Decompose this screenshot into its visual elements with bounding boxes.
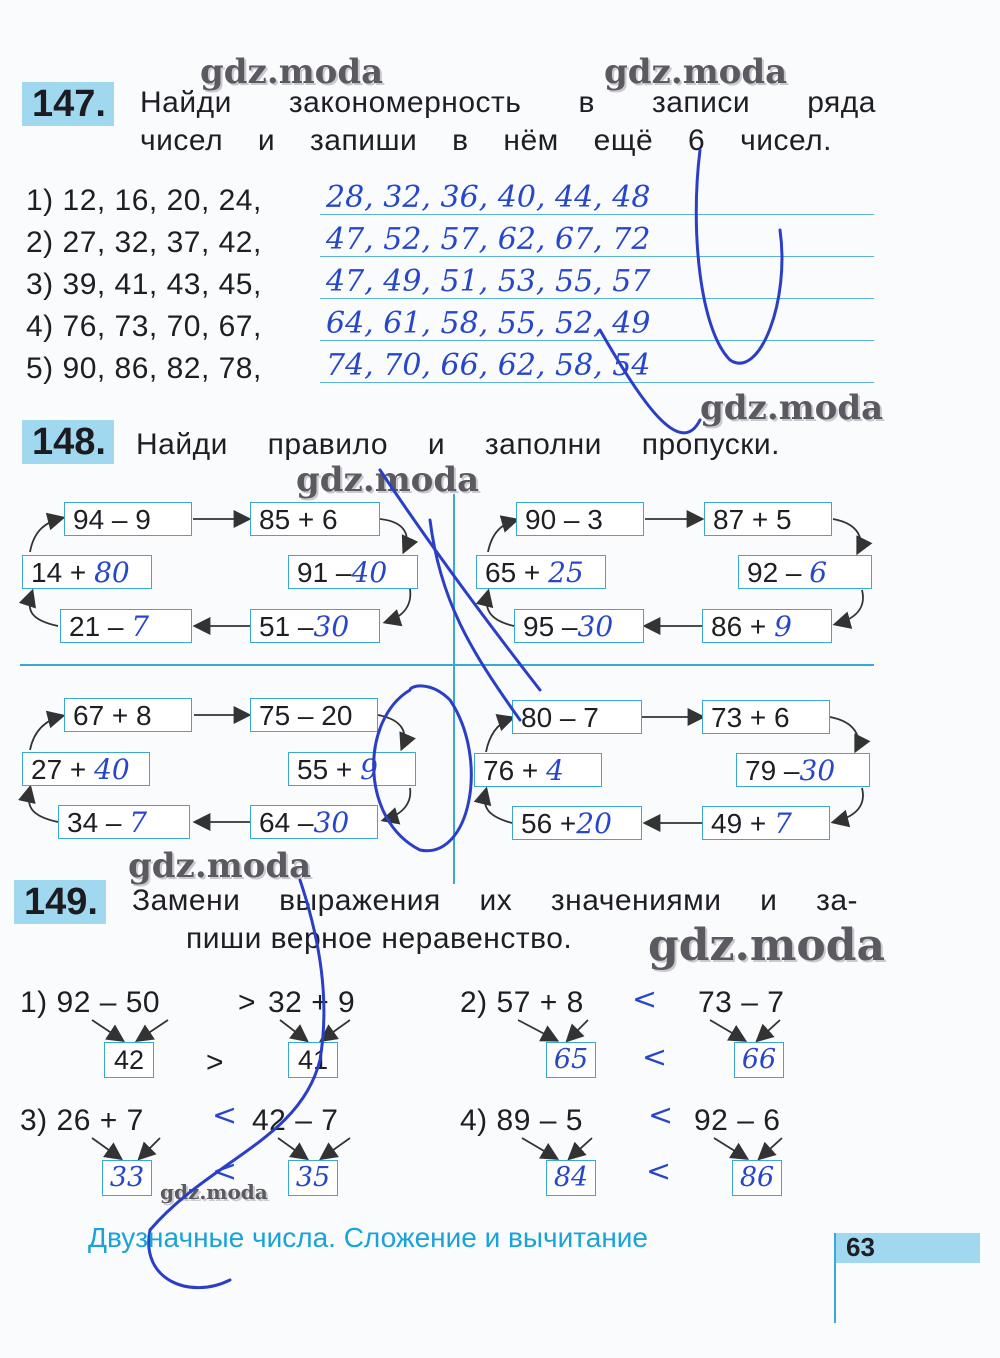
sequence-label: 4) 76, 73, 70, 67, [26,310,262,343]
expression-box: 75 – 20 [250,698,378,732]
fill-in-box[interactable]: 27 + 40 [22,752,150,786]
watermark: gdz.moda [160,1180,268,1204]
sequence-label: 3) 39, 41, 43, 45, [26,268,262,301]
expression-box: 87 + 5 [704,502,832,536]
sequence-label: 1) 12, 16, 20, 24, [26,184,262,217]
value-box: 66 [734,1042,784,1078]
value-sign: < [642,1040,668,1075]
comparison-sign: < [648,1098,674,1133]
expression-box: 94 – 9 [64,502,192,536]
fill-in-box[interactable]: 65 + 25 [476,555,606,589]
comparison-right: 92 – 6 [694,1104,781,1137]
value-box: 35 [288,1160,338,1196]
task-number: 147. [22,82,114,126]
fill-in-box[interactable]: 49 + 7 [702,806,830,840]
fill-in-box[interactable]: 34 – 7 [58,805,190,839]
comparison-left: 4) 89 – 5 [460,1104,583,1137]
handwritten-answer: 47, 52, 57, 62, 67, 72 [326,222,651,257]
comparison-left: 1) 92 – 50 [20,986,161,1019]
watermark: gdz.moda [200,52,384,92]
handwritten-answer: 74, 70, 66, 62, 58, 54 [326,348,651,383]
value-box: 41 [288,1042,338,1078]
expression-box: 67 + 8 [64,698,192,732]
fill-in-box[interactable]: 86 + 9 [702,609,832,643]
comparison-right: 32 + 9 [268,986,356,1019]
fill-in-box[interactable]: 76 + 4 [474,753,602,787]
fill-in-box[interactable]: 55 + 9 [288,752,416,786]
page-number: 63 [846,1232,875,1262]
task-instruction: Найди правило и заполни пропуски. [136,428,780,461]
comparison-sign: < [212,1098,238,1133]
handwritten-answer: 64, 61, 58, 55, 52, 49 [326,306,651,341]
value-box: 33 [102,1160,152,1196]
watermark: gdz.moda [700,388,884,428]
handwritten-answer: 47, 49, 51, 53, 55, 57 [326,264,651,299]
fill-in-box[interactable]: 95 –30 [514,609,644,643]
value-sign: < [646,1154,672,1189]
fill-in-box[interactable]: 64 –30 [250,805,378,839]
handwritten-answer: 28, 32, 36, 40, 44, 48 [326,180,651,215]
comparison-left: 2) 57 + 8 [460,986,584,1019]
comparison-left: 3) 26 + 7 [20,1104,144,1137]
task-instruction: чисел и запиши в нём ещё 6 чисел. [140,124,832,157]
sequence-label: 2) 27, 32, 37, 42, [26,226,262,259]
fill-in-box[interactable]: 51 –30 [250,609,380,643]
fill-in-box[interactable]: 92 – 6 [738,555,872,589]
comparison-right: 42 – 7 [252,1104,339,1137]
task-instruction: Замени выражения их значениями и за- [132,884,858,917]
fill-in-box[interactable]: 56 +20 [512,806,642,840]
value-box: 42 [104,1042,154,1078]
comparison-right: 73 – 7 [698,986,785,1019]
task-instruction: Найди закономерность в записи ряда [140,86,876,119]
value-box: 86 [732,1160,782,1196]
fill-in-box[interactable]: 14 + 80 [22,555,152,589]
sequence-label: 5) 90, 86, 82, 78, [26,352,262,385]
value-box: 65 [546,1042,596,1078]
footer-title: Двузначные числа. Сложение и вычитание [88,1222,648,1253]
fill-in-box[interactable]: 79 –30 [736,753,870,787]
watermark: gdz.moda [296,460,480,500]
expression-box: 73 + 6 [702,700,830,734]
value-box: 84 [546,1160,596,1196]
watermark: gdz.moda [648,920,886,971]
expression-box: 90 – 3 [516,502,644,536]
comparison-sign: > [238,986,257,1019]
expression-box: 80 – 7 [512,700,642,734]
task-number: 149. [14,880,106,924]
fill-in-box[interactable]: 91 –40 [288,555,418,589]
value-sign: < [212,1154,238,1189]
watermark: gdz.moda [128,846,312,886]
value-sign: > [206,1046,224,1079]
fill-in-box[interactable]: 21 – 7 [60,609,192,643]
comparison-sign: < [632,982,658,1017]
task-number: 148. [22,420,114,464]
expression-box: 85 + 6 [250,502,380,536]
watermark: gdz.moda [604,52,788,92]
task-instruction: пиши верное неравенство. [186,922,573,955]
